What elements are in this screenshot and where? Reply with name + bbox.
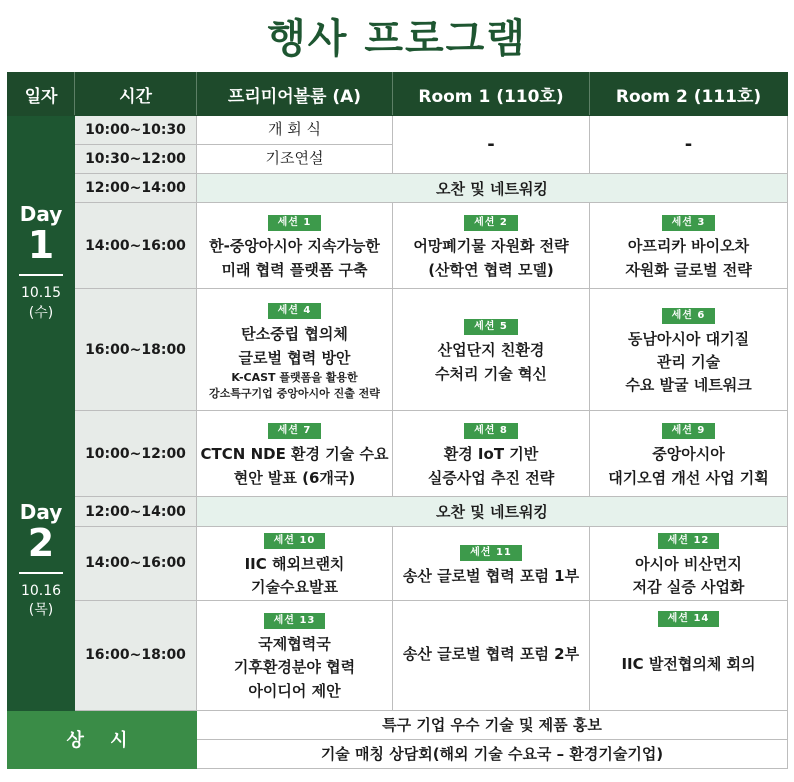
session-14 [590,600,788,710]
session-10 [197,527,393,601]
session-title-line: 국제협력국 [258,635,331,654]
session-title-line: 미래 협력 플랫폼 구축 [221,260,368,279]
header-room1: Room 1 (110호) [393,73,590,116]
time-cell: 14:00~16:00 [75,527,197,601]
session-9 [590,411,788,497]
session-badge: 세션 4 [268,303,322,319]
session-badge: 세션 1 [268,215,322,231]
session-title-line: 현안 발표 (6개국) [233,468,356,487]
header-room2: Room 2 (111호) [590,73,788,116]
session-title-line: 송산 글로벌 협력 포럼 1부 [402,566,580,585]
session-title-line: 아프리카 바이오차 [627,237,750,256]
session-title-line: 실증사업 추진 전략 [427,468,555,487]
session-title-line: IIC 발전협의체 회의 [621,654,756,673]
session-title-line: 환경 IoT 기반 [443,445,539,464]
day2-label: Day [19,499,63,524]
time-cell: 12:00~14:00 [75,174,197,203]
time-cell: 12:00~14:00 [75,497,197,527]
time-cell: 10:30~12:00 [75,145,197,174]
time-cell: 16:00~18:00 [75,289,197,411]
day2-weekday: (목) [28,602,54,619]
session-title-line: 한-중앙아시아 지속가능한 [209,237,380,256]
keynote: 기조연설 [197,145,393,174]
session-title-line: 관리 기술 [656,352,721,371]
day1-number: 1 [27,223,55,268]
session-title-line: 어망폐기물 자원화 전략 [413,237,569,256]
session-subtitle-line: 강소특구기업 중앙아시아 진출 전략 [209,386,380,400]
session-badge: 세션 5 [464,319,518,335]
session-title-line: 기후환경분야 협력 [233,658,356,677]
time-cell: 16:00~18:00 [75,600,197,710]
always-label: 상 시 [8,710,197,768]
session-badge: 세션 7 [268,423,322,439]
opening-ceremony: 개 회 식 [197,116,393,145]
lunch-networking: 오찬 및 네트워킹 [197,174,788,203]
program-table [7,72,788,769]
room1-empty: - [393,116,590,174]
session-2 [393,203,590,289]
session-title-line: 저감 실증 사업화 [632,578,745,597]
header-time: 시간 [75,73,197,116]
session-1 [197,203,393,289]
session-13 [197,600,393,710]
day1-divider [19,274,63,276]
session-badge: 세션 8 [464,423,518,439]
session-subtitle-line: K-CAST 플랫폼을 활용한 [231,370,358,384]
session-11 [393,527,590,601]
day1-weekday: (수) [28,304,54,321]
session-badge: 세션 6 [662,308,716,324]
session-4 [197,289,393,411]
day2-number: 2 [27,520,55,565]
session-title-line: IIC 해외브랜치 [244,555,345,573]
day2-date: 10.16 [20,582,62,599]
session-title-line: 기술수요발표 [251,578,338,597]
session-title-line: 산업단지 친환경 [437,341,545,360]
session-title-line: 글로벌 협력 방안 [238,348,351,367]
session-badge: 세션 2 [464,215,518,231]
session-title-line: 아이디어 제안 [248,681,341,700]
session-badge: 세션 9 [662,423,716,439]
session-3 [590,203,788,289]
time-cell: 10:00~12:00 [75,411,197,497]
session-badge: 세션 13 [264,613,326,629]
session-title-line: 송산 글로벌 협력 포럼 2부 [402,645,580,664]
session-badge: 세션 3 [662,215,716,231]
time-cell: 14:00~16:00 [75,203,197,289]
day2-label-cell [8,411,75,711]
page-title: 행사 프로그램 [267,15,527,62]
session-6 [590,289,788,411]
session-title-line: 동남아시아 대기질 [627,329,750,348]
session-title-line: 대기오염 개선 사업 기획 [608,468,769,487]
session-badge: 세션 12 [658,533,720,549]
header-day: 일자 [8,73,75,116]
always-item-matching: 기술 매칭 상담회(해외 기술 수요국 – 환경기술기업) [197,739,788,768]
session-7 [197,411,393,497]
session-title-line: CTCN NDE 환경 기술 수요 [200,445,389,464]
always-item-promotion: 특구 기업 우수 기술 및 제품 홍보 [197,710,788,739]
songsan-forum-part2 [393,600,590,710]
session-title-line: 수요 발굴 네트워크 [625,376,752,395]
session-title-line: 수처리 기술 혁신 [435,364,547,383]
session-5 [393,289,590,411]
header-premier: 프리미어볼룸 (A) [197,73,393,116]
session-8 [393,411,590,497]
session-title-line: 아시아 비산먼지 [635,555,742,573]
day1-label: Day [19,202,63,227]
session-title-line: (산학연 협력 모델) [428,260,554,279]
session-12 [590,527,788,601]
time-cell: 10:00~10:30 [75,116,197,145]
day2-divider [19,572,63,574]
session-title-line: 중앙아시아 [652,445,725,464]
session-badge: 세션 14 [658,611,720,627]
session-badge: 세션 10 [264,533,326,549]
session-badge: 세션 11 [460,545,522,561]
day1-date: 10.15 [20,285,62,302]
room2-empty: - [590,116,788,174]
day1-label-cell [8,116,75,411]
session-title-line: 탄소중립 협의체 [241,325,348,344]
lunch-networking: 오찬 및 네트워킹 [197,497,788,527]
session-title-line: 자원화 글로벌 전략 [625,260,752,279]
